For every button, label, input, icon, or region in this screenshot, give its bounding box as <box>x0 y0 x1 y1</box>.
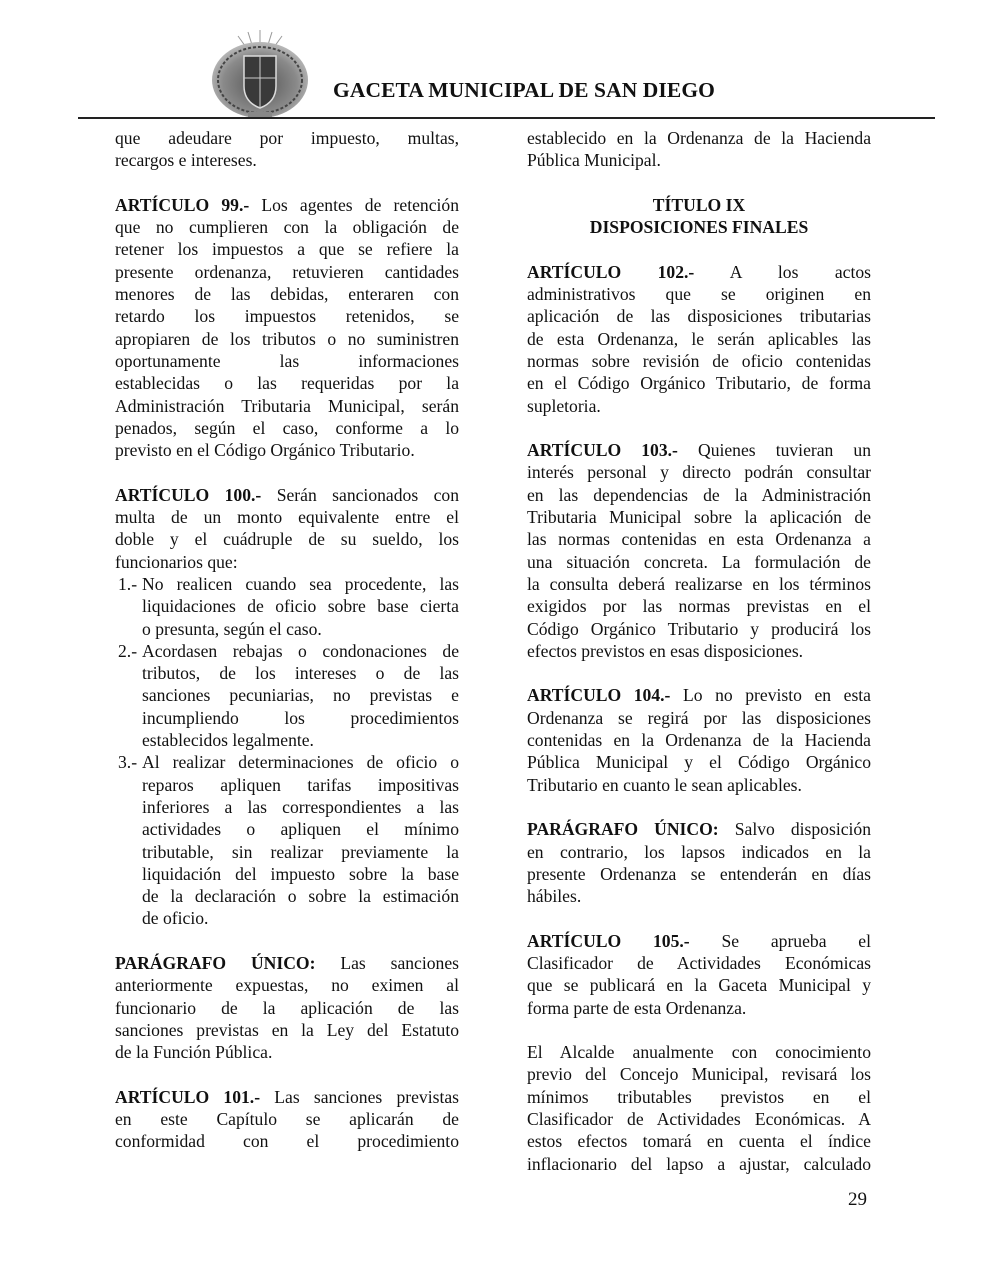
text-line <box>115 1130 459 1152</box>
article-label: ARTÍCULO 105.- <box>527 930 690 951</box>
line-text: contenidas en la Ordenanza de la Hacienda <box>527 730 871 751</box>
paragraph-spacer <box>527 907 871 929</box>
line-text: previsto en el Código Orgánico Tributario. <box>115 440 415 461</box>
text-line <box>115 1108 459 1130</box>
line-text: Tributario en cuanto le sean aplicables. <box>527 774 802 795</box>
text-line <box>527 395 871 417</box>
paragraph-spacer <box>527 172 871 194</box>
text-line <box>527 952 871 974</box>
text-line <box>115 328 459 350</box>
right-column <box>527 127 871 1175</box>
line-text: de la declaración o sobre la estimación <box>142 886 459 907</box>
coat-of-arms-logo <box>208 28 312 120</box>
text-line <box>142 662 459 684</box>
text-line <box>527 974 871 996</box>
text-line <box>115 974 459 996</box>
text-line <box>527 1041 871 1063</box>
text-line <box>115 194 459 216</box>
page-number: 29 <box>848 1189 867 1210</box>
list-number: 1.- <box>118 573 138 594</box>
line-text: las normas contenidas en esta Ordenanza a <box>527 529 871 550</box>
line-text: en contrario, los lapsos indicados en la <box>527 841 871 862</box>
text-line <box>115 305 459 327</box>
line-text: presente ordenanza, retuvieren cantidades <box>115 261 459 282</box>
line-text: recargos e intereses. <box>115 150 257 171</box>
text-line <box>142 640 459 662</box>
line-text: Pública Municipal. <box>527 150 661 171</box>
line-text: liquidaciones de oficio sobre base cierta <box>142 596 459 617</box>
line-text: A los actos <box>729 261 871 282</box>
text-line <box>142 684 459 706</box>
text-line <box>115 1041 459 1063</box>
line-text: retener los impuestos a que se refiere la <box>115 239 459 260</box>
text-line <box>527 283 871 305</box>
line-text: apropiaren de los tributos o no suministren <box>115 328 459 349</box>
list-item <box>115 751 459 929</box>
line-text: Código Orgánico Tributario y producirá los <box>527 618 871 639</box>
text-line <box>115 528 459 550</box>
text-line <box>115 261 459 283</box>
line-text: Lo no previsto en esta <box>682 685 871 706</box>
heading-line: DISPOSICIONES FINALES <box>589 217 809 238</box>
line-text: establecidos legalmente. <box>142 730 314 751</box>
line-text: de esta Ordenanza, le serán aplicables las <box>527 328 871 349</box>
text-line <box>527 551 871 573</box>
paragraph <box>527 1041 871 1175</box>
line-text: funcionarios que: <box>115 551 238 572</box>
line-text: que se publicará en la Gaceta Municipal y <box>527 975 871 996</box>
line-text: en el Código Orgánico Tributario, de forma <box>527 373 871 394</box>
section-heading <box>527 194 871 239</box>
text-line <box>115 283 459 305</box>
text-line <box>142 818 459 840</box>
line-text: incumpliendo los procedimientos <box>142 707 459 728</box>
text-line <box>142 774 459 796</box>
article-paragraph <box>527 818 871 907</box>
line-text: hábiles. <box>527 886 582 907</box>
text-line <box>142 885 459 907</box>
line-text: interés personal y directo podrán consultar <box>527 462 871 483</box>
text-line <box>527 149 871 171</box>
list-number: 3.- <box>118 752 138 773</box>
list-number: 2.- <box>118 640 138 661</box>
line-text: Quienes tuvieran un <box>697 440 871 461</box>
line-text: penados, según el caso, conforme a lo <box>115 417 459 438</box>
list-item <box>115 640 459 751</box>
line-text: Salvo disposición <box>734 819 871 840</box>
line-text: estos efectos tomará en cuenta el índice <box>527 1131 871 1152</box>
text-line <box>142 595 459 617</box>
text-line <box>527 930 871 952</box>
text-line <box>527 997 871 1019</box>
article-label: ARTÍCULO 103.- <box>527 440 678 461</box>
line-text: anteriormente expuestas, no eximen al <box>115 975 459 996</box>
article-label: ARTÍCULO 100.- <box>115 484 262 505</box>
article-label: ARTÍCULO 102.- <box>527 261 695 282</box>
text-line <box>142 729 459 751</box>
text-line <box>142 573 459 595</box>
text-line <box>527 1108 871 1130</box>
text-line <box>142 907 459 929</box>
text-line <box>527 751 871 773</box>
paragraph-spacer <box>115 172 459 194</box>
line-text: liquidación del impuesto sobre la base <box>142 863 459 884</box>
line-text: tributable, sin realizar previamente la <box>142 841 459 862</box>
line-text: No realicen cuando sea procedente, las <box>142 573 459 594</box>
text-line <box>527 618 871 640</box>
line-text: Las sanciones previstas <box>274 1086 459 1107</box>
text-line <box>115 484 459 506</box>
text-line <box>527 1063 871 1085</box>
text-line <box>527 305 871 327</box>
paragraph-spacer <box>527 1019 871 1041</box>
text-line <box>115 506 459 528</box>
line-text: administrativos que se originen en <box>527 284 871 305</box>
text-line <box>527 328 871 350</box>
article-label: ARTÍCULO 101.- <box>115 1086 261 1107</box>
heading-line: TÍTULO IX <box>652 194 746 215</box>
text-line <box>527 1086 871 1108</box>
line-text: o presunta, según el caso. <box>142 618 322 639</box>
text-line <box>527 863 871 885</box>
text-line <box>115 149 459 171</box>
line-text: Ordenanza se regirá por las disposiciones <box>527 707 871 728</box>
line-text: la consulta deberá realizarse en los términos <box>527 573 871 594</box>
text-line <box>527 818 871 840</box>
line-text: de oficio. <box>142 908 209 929</box>
paragraph-spacer <box>527 417 871 439</box>
line-text: en las dependencias de la Administración <box>527 484 871 505</box>
text-line <box>527 1153 871 1175</box>
text-line <box>115 395 459 417</box>
text-line <box>142 751 459 773</box>
line-text: forma parte de esta Ordenanza. <box>527 997 747 1018</box>
line-text: Tributaria Municipal sobre la aplicación de <box>527 507 871 528</box>
article-paragraph <box>527 439 871 662</box>
text-line <box>115 372 459 394</box>
text-line <box>142 796 459 818</box>
text-line <box>142 707 459 729</box>
line-text: establecidas o las requeridas por la <box>115 373 459 394</box>
text-line <box>527 774 871 796</box>
paragraph-spacer <box>527 796 871 818</box>
line-text: que no cumplieren con la obligación de <box>115 217 459 238</box>
text-line <box>115 417 459 439</box>
text-line <box>115 1086 459 1108</box>
line-text: tributos, de los intereses o de las <box>142 663 459 684</box>
header-divider <box>78 117 935 119</box>
line-text: Clasificador de Actividades Económicas <box>527 952 871 973</box>
text-line <box>527 528 871 550</box>
line-text: aplicación de las disposiciones tributarias <box>527 306 871 327</box>
text-line <box>527 1130 871 1152</box>
line-text: de la Función Pública. <box>115 1042 273 1063</box>
line-text: previo del Concejo Municipal, revisará los <box>527 1064 871 1085</box>
paragraph-spacer <box>115 930 459 952</box>
text-line <box>115 350 459 372</box>
text-line <box>115 551 459 573</box>
gazette-title: GACETA MUNICIPAL DE SAN DIEGO <box>333 78 715 102</box>
line-text: actividades o apliquen el mínimo <box>142 819 459 840</box>
line-text: supletoria. <box>527 395 601 416</box>
text-line <box>527 640 871 662</box>
text-line <box>527 484 871 506</box>
line-text: Serán sancionados con <box>276 484 459 505</box>
article-paragraph <box>115 194 459 462</box>
text-line <box>115 952 459 974</box>
text-line <box>115 238 459 260</box>
article-label: ARTÍCULO 104.- <box>527 685 671 706</box>
line-text: mínimos tributables previstos en el <box>527 1086 871 1107</box>
text-line <box>527 372 871 394</box>
paragraph <box>527 127 871 172</box>
text-line <box>527 684 871 706</box>
text-line <box>527 439 871 461</box>
text-line <box>527 506 871 528</box>
line-text: Al realizar determinaciones de oficio o <box>142 752 459 773</box>
text-line <box>115 216 459 238</box>
line-text: Pública Municipal y el Código Orgánico <box>527 752 871 773</box>
line-text: Clasificador de Actividades Económicas. A <box>527 1109 871 1130</box>
text-line <box>527 127 871 149</box>
line-text: Acordasen rebajas o condonaciones de <box>142 640 459 661</box>
article-paragraph <box>115 1086 459 1153</box>
text-line <box>115 997 459 1019</box>
line-text: funcionario de la aplicación de las <box>115 997 459 1018</box>
text-line <box>142 618 459 640</box>
line-text: sanciones pecuniarias, no previstas e <box>142 685 459 706</box>
article-paragraph <box>115 484 459 573</box>
line-text: multa de un monto equivalente entre el <box>115 507 459 528</box>
line-text: oportunamente las informaciones <box>115 350 459 371</box>
text-line <box>115 127 459 149</box>
line-text: inferiores a las correspondientes a las <box>142 796 459 817</box>
line-text: presente Ordenanza se entenderán en días <box>527 863 871 884</box>
line-text: inflacionario del lapso a ajustar, calculado <box>527 1153 871 1174</box>
article-paragraph <box>115 952 459 1063</box>
line-text: que adeudare por impuesto, multas, <box>115 128 459 148</box>
paragraph-spacer <box>115 461 459 483</box>
article-label: PARÁGRAFO ÚNICO: <box>527 819 719 840</box>
line-text: reparos apliquen tarifas impositivas <box>142 774 459 795</box>
paragraph-spacer <box>527 238 871 260</box>
paragraph-spacer <box>115 1063 459 1085</box>
line-text: doble y el cuádruple de su sueldo, los <box>115 529 459 550</box>
article-label: ARTÍCULO 99.- <box>115 194 250 215</box>
article-paragraph <box>527 261 871 417</box>
text-line <box>527 573 871 595</box>
text-line <box>527 261 871 283</box>
text-line <box>527 841 871 863</box>
numbered-list <box>115 573 459 930</box>
line-text: Se aprueba el <box>721 930 871 951</box>
article-paragraph <box>527 930 871 1019</box>
text-line <box>527 707 871 729</box>
text-line <box>142 863 459 885</box>
line-text: Administración Tributaria Municipal, serán <box>115 395 459 416</box>
line-text: Los agentes de retención <box>261 194 459 215</box>
text-line <box>527 595 871 617</box>
line-text: una situación concreta. La formulación de <box>527 551 871 572</box>
text-line <box>527 885 871 907</box>
line-text: exigidos por las normas previstas en el <box>527 596 871 617</box>
line-text: sanciones previstas en la Ley del Estatuto <box>115 1019 459 1040</box>
line-text: El Alcalde anualmente con conocimiento <box>527 1042 871 1063</box>
line-text: efectos previstos en esas disposiciones. <box>527 640 804 661</box>
paragraph <box>115 127 459 172</box>
text-line <box>115 1019 459 1041</box>
line-text: retardo los impuestos retenidos, se <box>115 306 459 327</box>
line-text: menores de las debidas, enteraren con <box>115 284 459 305</box>
text-line <box>115 439 459 461</box>
text-line <box>527 729 871 751</box>
list-item <box>115 573 459 640</box>
line-text: conformidad con el procedimiento <box>115 1131 459 1152</box>
article-paragraph <box>527 684 871 795</box>
line-text: en este Capítulo se aplicarán de <box>115 1109 459 1130</box>
text-line <box>527 461 871 483</box>
text-line <box>142 841 459 863</box>
text-line <box>527 350 871 372</box>
article-label: PARÁGRAFO ÚNICO: <box>115 952 316 973</box>
line-text: Las sanciones <box>340 952 459 973</box>
paragraph-spacer <box>527 662 871 684</box>
line-text: establecido en la Ordenanza de la Hacienda <box>527 128 871 148</box>
left-column <box>115 127 459 1153</box>
line-text: normas sobre revisión de oficio contenidas <box>527 350 871 371</box>
